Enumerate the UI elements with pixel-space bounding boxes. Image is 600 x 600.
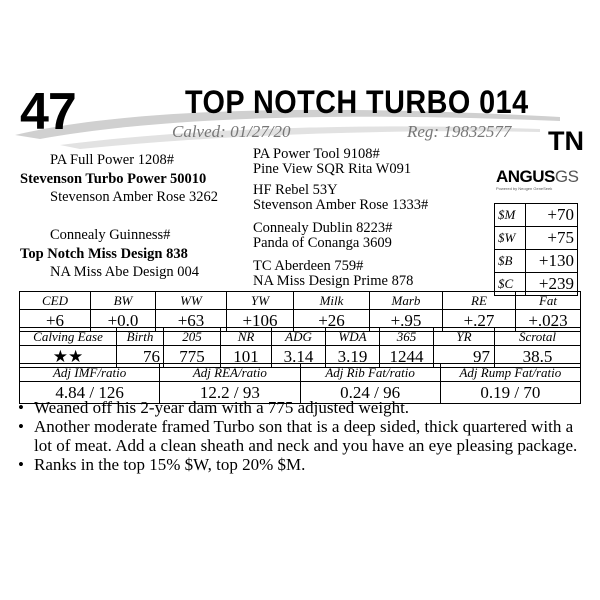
epd-header-row [20, 292, 581, 310]
performance-value: 1244 [380, 346, 434, 368]
epd-table [19, 291, 581, 332]
epd-value: +26 [294, 310, 370, 332]
index-row [495, 250, 578, 273]
performance-value: 775 [164, 346, 221, 368]
bullet-icon: • [18, 417, 24, 436]
dam-name: Top Notch Miss Design 838 [20, 246, 188, 262]
epd-value: +0.0 [91, 310, 156, 332]
carcass-value: 4.84 / 126 [20, 382, 160, 404]
dam-dam-dam: NA Miss Design Prime 878 [253, 273, 414, 289]
sire-paternal-grandsire: PA Full Power 1208# [50, 152, 174, 168]
carcass-value: 12.2 / 93 [160, 382, 300, 404]
carcass-header: Adj REA/ratio [160, 364, 300, 382]
performance-value: 38.5 [495, 346, 581, 368]
performance-value: 3.19 [326, 346, 380, 368]
performance-header: WDA [326, 328, 380, 346]
performance-header: YR [434, 328, 495, 346]
lot-number: 47 [20, 83, 76, 141]
comment-text: Another moderate framed Turbo son that is a deep sided, thick quartered with a lot of meat. Add a clean sheath and neck and you have an eye pleasing package. [34, 417, 578, 455]
performance-header: Scrotal [495, 328, 581, 346]
epd-value: +63 [156, 310, 227, 332]
epd-value: +6 [20, 310, 91, 332]
dollar-index-table [494, 203, 578, 296]
sire-sire-dam: Pine View SQR Rita W091 [253, 161, 412, 177]
dam-dam: NA Miss Abe Design 004 [50, 264, 200, 280]
epd-header: Marb [370, 292, 443, 310]
dam-sire: Connealy Guinness# [50, 227, 171, 243]
carcass-header-row [20, 364, 581, 382]
list-item [14, 417, 589, 455]
performance-header-row [20, 328, 581, 346]
carcass-value: 0.19 / 70 [440, 382, 580, 404]
performance-header: 365 [380, 328, 434, 346]
carcass-value: 0.24 / 96 [300, 382, 440, 404]
angus-gs-logo [496, 167, 579, 200]
index-value: +70 [526, 204, 578, 227]
comment-text: Weaned off his 2-year dam with a 775 adjusted weight. [34, 398, 410, 417]
performance-header: Calving Ease [20, 328, 117, 346]
bullet-icon: • [18, 455, 24, 474]
performance-value: 76 [117, 346, 164, 368]
epd-value: +.27 [443, 310, 516, 332]
carcass-header: Adj Rump Fat/ratio [440, 364, 580, 382]
epd-value: +.023 [516, 310, 581, 332]
index-row [495, 227, 578, 250]
performance-header: ADG [272, 328, 326, 346]
performance-value: 101 [221, 346, 272, 368]
registration-number: Reg: 19832577 [407, 122, 512, 141]
performance-table [19, 327, 581, 368]
dam-sire-dam: Panda of Conanga 3609 [253, 235, 392, 251]
epd-header: BW [91, 292, 156, 310]
dam-dam-sire: TC Aberdeen 759# [253, 258, 364, 274]
comment-text: Ranks in the top 15% $W, top 20% $M. [34, 455, 306, 474]
bullet-icon: • [18, 398, 24, 417]
sire-dam: Stevenson Amber Rose 3262 [50, 189, 218, 205]
carcass-header: Adj Rib Fat/ratio [300, 364, 440, 382]
performance-value: 97 [434, 346, 495, 368]
list-item [14, 398, 589, 417]
index-value: +75 [526, 227, 578, 250]
epd-header: Fat [516, 292, 581, 310]
sire-dam-sire: HF Rebel 53Y [253, 182, 338, 198]
epd-header: WW [156, 292, 227, 310]
index-value: +239 [526, 273, 578, 296]
index-label: $C [495, 273, 526, 296]
index-label: $W [495, 227, 526, 250]
epd-value: +106 [227, 310, 294, 332]
comments-list [14, 398, 589, 474]
breeder-tag: TN [548, 126, 584, 156]
epd-header: CED [20, 292, 91, 310]
index-value: +130 [526, 250, 578, 273]
logo-gs-text: GS [554, 167, 579, 186]
logo-angus-text: ANGUS [496, 167, 555, 186]
epd-header: Milk [294, 292, 370, 310]
performance-header: Birth [117, 328, 164, 346]
performance-header: 205 [164, 328, 221, 346]
index-label: $B [495, 250, 526, 273]
dam-sire-sire: Connealy Dublin 8223# [253, 220, 393, 236]
sire-dam-dam: Stevenson Amber Rose 1333# [253, 197, 429, 213]
list-item [14, 455, 589, 474]
epd-header: YW [227, 292, 294, 310]
calving-ease-stars: ★★ [20, 346, 117, 368]
epd-header: RE [443, 292, 516, 310]
animal-name: TOP NOTCH TURBO 014 [185, 84, 529, 120]
epd-value: +.95 [370, 310, 443, 332]
index-label: $M [495, 204, 526, 227]
carcass-header: Adj IMF/ratio [20, 364, 160, 382]
sire-name: Stevenson Turbo Power 50010 [20, 171, 207, 187]
logo-tagline: Powered by Neogen GeneSeek [496, 186, 553, 191]
calved-date: Calved: 01/27/20 [172, 122, 291, 141]
index-row [495, 204, 578, 227]
sire-sire-sire: PA Power Tool 9108# [253, 146, 380, 162]
performance-header: NR [221, 328, 272, 346]
performance-value: 3.14 [272, 346, 326, 368]
